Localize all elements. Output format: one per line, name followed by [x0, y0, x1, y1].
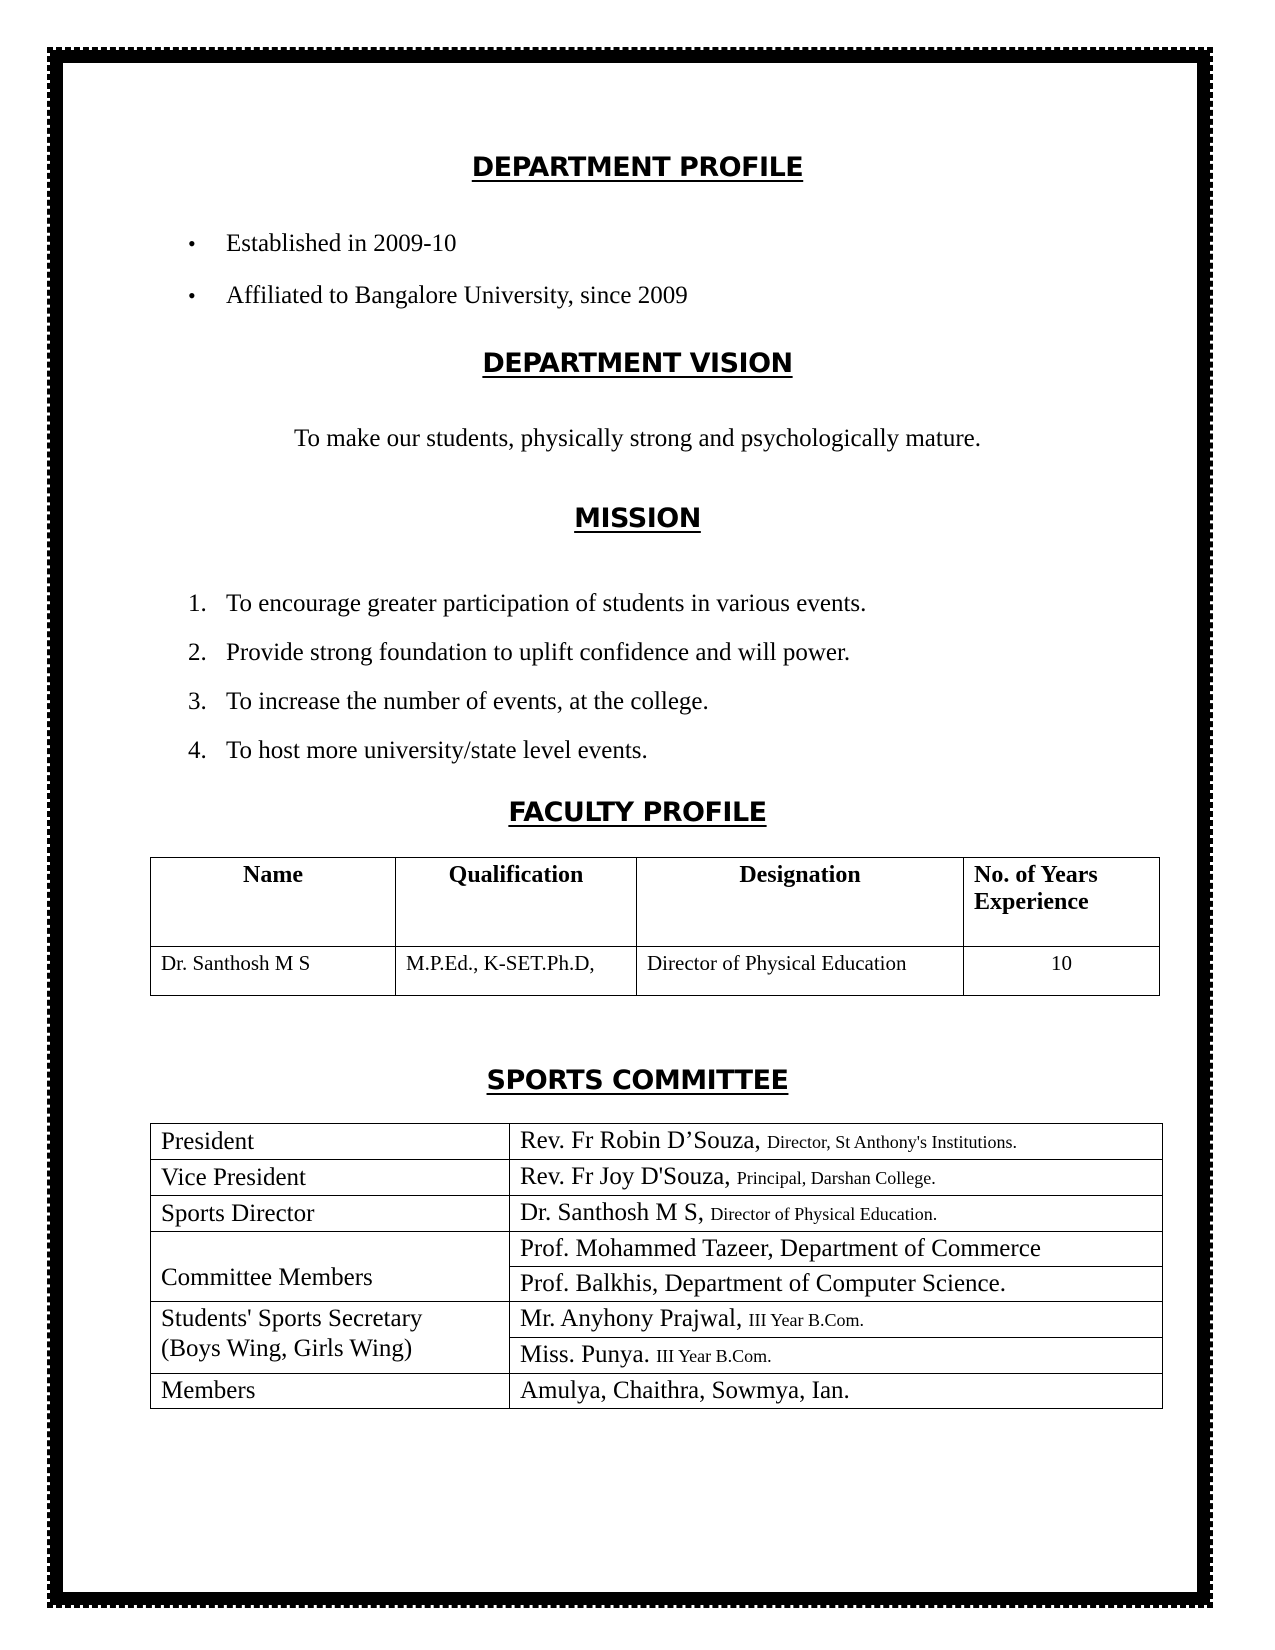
member-vice-president: Rev. Fr Joy D'Souza, Principal, Darshan College.	[510, 1160, 1163, 1196]
table-row	[151, 1196, 1163, 1232]
cell-qualification: M.P.Ed., K-SET.Ph.D,	[396, 947, 637, 996]
role-members: Members	[151, 1374, 510, 1409]
committee-member: Prof. Balkhis, Department of Computer Science.	[510, 1267, 1163, 1302]
faculty-table	[150, 857, 1160, 996]
secretary-boys: Mr. Anyhony Prajwal, III Year B.Com.	[510, 1302, 1163, 1338]
role-president: President	[151, 1124, 510, 1160]
profile-bullet: • Affiliated to Bangalore University, since 2009	[188, 280, 688, 332]
department-profile-heading: DEPARTMENT PROFILE	[471, 152, 804, 183]
cell-experience: 10	[964, 947, 1160, 996]
mission-heading: MISSION	[574, 503, 701, 534]
role-sports-director: Sports Director	[151, 1196, 510, 1232]
department-vision-heading: DEPARTMENT VISION	[482, 348, 793, 379]
cell-designation: Director of Physical Education	[637, 947, 964, 996]
table-header-row	[151, 858, 1160, 947]
table-row	[151, 1232, 1163, 1267]
role-vice-president: Vice President	[151, 1160, 510, 1196]
cell-name: Dr. Santhosh M S	[151, 947, 396, 996]
table-row	[151, 1374, 1163, 1409]
mission-list	[188, 588, 866, 784]
table-row	[151, 1160, 1163, 1196]
profile-bullet: • Established in 2009-10	[188, 228, 688, 280]
header-qualification: Qualification	[396, 858, 637, 947]
sports-committee-heading: SPORTS COMMITTEE	[486, 1065, 789, 1096]
table-row	[151, 1302, 1163, 1338]
role-committee-members: Committee Members	[151, 1232, 510, 1302]
header-designation: Designation	[637, 858, 964, 947]
profile-bullet-list	[188, 228, 688, 332]
committee-member: Prof. Mohammed Tazeer, Department of Commerce	[510, 1232, 1163, 1267]
member-sports-director: Dr. Santhosh M S, Director of Physical Education.	[510, 1196, 1163, 1232]
secretary-girls: Miss. Punya. III Year B.Com.	[510, 1338, 1163, 1374]
mission-item: 1. To encourage greater participation of students in various events.	[188, 590, 867, 617]
member-president: Rev. Fr Robin D’Souza, Director, St Anthony's Institutions.	[510, 1124, 1163, 1160]
mission-item: 2. Provide strong foundation to uplift confidence and will power.	[188, 639, 851, 666]
vision-text: To make our students, physically strong and psychologically mature.	[294, 425, 981, 452]
mission-item: 4. To host more university/state level events.	[188, 737, 648, 764]
table-row	[151, 947, 1160, 996]
faculty-profile-heading: FACULTY PROFILE	[508, 797, 767, 828]
member-names: Amulya, Chaithra, Sowmya, Ian.	[510, 1374, 1163, 1409]
committee-table	[150, 1123, 1163, 1409]
header-name: Name	[151, 858, 396, 947]
role-sports-secretary: Students' Sports Secretary (Boys Wing, Girls Wing)	[151, 1302, 510, 1374]
table-row	[151, 1124, 1163, 1160]
header-experience: No. of Years Experience	[964, 858, 1160, 947]
mission-item: 3. To increase the number of events, at the college.	[188, 688, 709, 715]
